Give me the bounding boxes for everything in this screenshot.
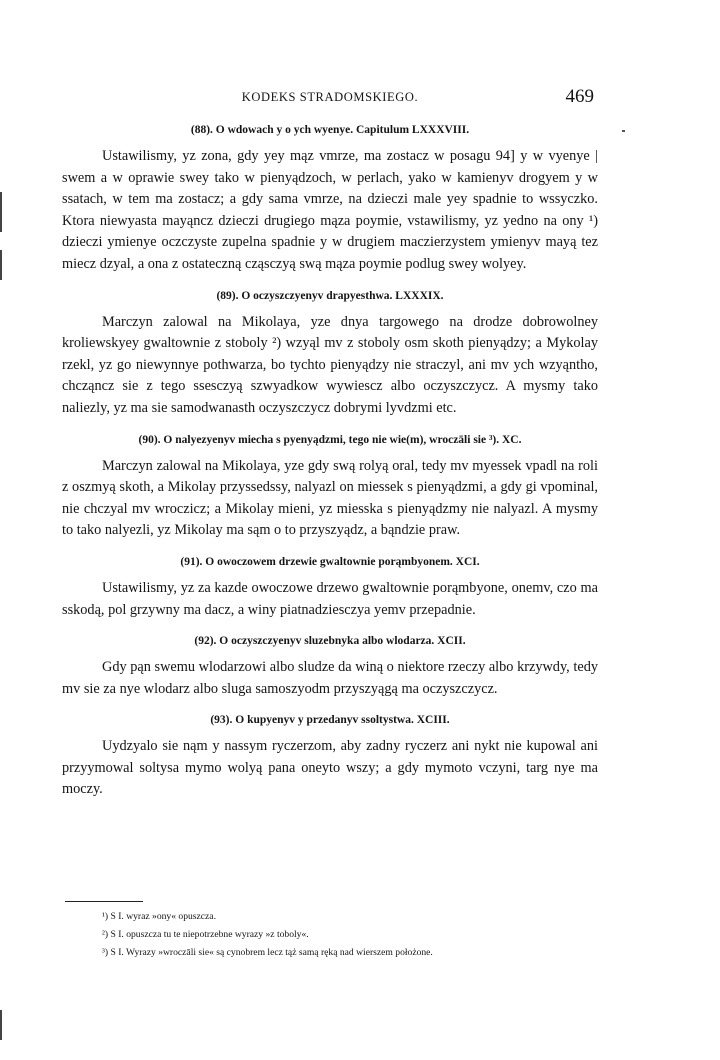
section-text: Ustawilismy, yz zona, gdy yey mąz vmrze, ma zostacz w posagu 94] y w vyenye | swem a w oprawie swey tako w pienyądzoch, w perlach, yako w kamienyv drogyem y w ssatach, w tem ma zostacz; a gdy sama vmrze, na dzieczi male yey spadnie to wssyczko. Ktora niewyasta mayąncz dzieczi drugiego mąza poymie, vstawilismy, yz yedno na ony ¹) dzieczi ymienye oczczyste zupelna spadnie y w drugiem maczierzystem ymienyv mayą tez miecz dzyal, a ona z ostateczną cząsczyą swą mąza poymie podlug swey wolyey. <box>62 148 598 272</box>
scan-edge-mark <box>0 1010 2 1040</box>
scan-edge-mark <box>0 192 2 232</box>
footnote: ¹) S I. wyraz »ony« opuszcza. <box>102 911 216 922</box>
section-92 <box>62 633 598 700</box>
scan-dot-mark <box>622 130 625 132</box>
section-heading: (92). O oczyszczyenyv sluzebnyka albo wlodarza. XCII. <box>194 635 466 648</box>
section-text: Uydzyalo sie nąm y nassym ryczerzom, aby zadny ryczerz ani nykt nie kupowal ani przyymowal soltysa mymo wolyą pana oneyto wszy; a gdy mymoto vczyni, targ nye ma moczy. <box>62 738 598 798</box>
section-heading: (91). O owoczowem drzewie gwaltownie porąmbyonem. XCI. <box>180 555 480 568</box>
section-text: Marczyn zalowal na Mikolaya, yze dnya targowego na drodze dobrowolney kroliewskyey gwaltownie z stoboly ²) wzyąl mv z stoboly osm skoth pienyądzy; a Mykolay rzekl, yz go niewynnye pothwarza, bo tychto pienyądzy nie straczyl, ani mv ych wzyąntho, chcząncz sie z tego ssesczyą szwyadkow wywiescz albo oczyszczycz. A mysmy tako naliezly, yz ma sie samodwanasth oczyszczycz dobrymi lyvdzmi etc. <box>62 313 598 416</box>
section-heading: (93). O kupyenyv y przedanyv ssoltystwa. XCIII. <box>210 714 450 727</box>
footnote: ³) S I. Wyrazy »wroczāli sie« są cynobrem lecz tąż samą ręką nad wierszem położone. <box>102 947 433 958</box>
running-title: KODEKS STRADOMSKIEGO. <box>241 90 419 104</box>
page <box>62 0 598 1060</box>
section-text: Marczyn zalowal na Mikolaya, yze gdy swą rolyą oral, tedy mv myessek vpadl na roli z oszmyą skoth, a Mikolay przyssedssy, nalyazl on miessek s pienyądzmi, a gdy gi vpominal, nie chczyal mv wroczicz; a Mikolay mieni, yz miesska s pienyądzmy nie nalyazl. A mysmy to tako nalyezli, yz Mikolay ma sąm o to przyszyądz, a bąndzie praw. <box>62 457 598 539</box>
section-88 <box>62 122 598 276</box>
section-heading: (90). O nalyezyenyv miecha s pyenyądzmi, tego nie wie(m), wroczāli sie ³). XC. <box>138 433 522 446</box>
section-93 <box>62 712 598 801</box>
section-text: Gdy pąn swemu wlodarzowi albo sludze da winą o niektore rzeczy albo krzywdy, tedy mv sie za nye wlodarz albo sluga samoszyodm przyszyągą ma oczyszczycz. <box>62 659 598 697</box>
scan-edge-mark <box>0 250 2 280</box>
footnotes <box>102 908 602 962</box>
footnote: ²) S I. opuszcza tu te niepotrzebne wyrazy »z toboly«. <box>102 929 309 940</box>
section-89 <box>62 288 598 420</box>
page-content <box>62 122 598 801</box>
section-heading: (88). O wdowach y o ych wyenye. Capitulum LXXXVIII. <box>190 124 470 136</box>
running-head <box>62 86 598 110</box>
section-text: Ustawilismy, yz za kazde owoczowe drzewo gwaltownie porąmbyone, onemv, czo ma sskodą, pol grzywny ma dacz, a winy piatnadziesczya yemv przepadnie. <box>62 579 598 618</box>
section-91 <box>62 554 598 621</box>
footnote-divider <box>65 901 143 902</box>
section-90 <box>62 432 598 542</box>
page-number: 469 <box>565 86 594 107</box>
section-heading: (89). O oczyszczyenyv drapyesthwa. LXXXIX. <box>216 289 444 302</box>
